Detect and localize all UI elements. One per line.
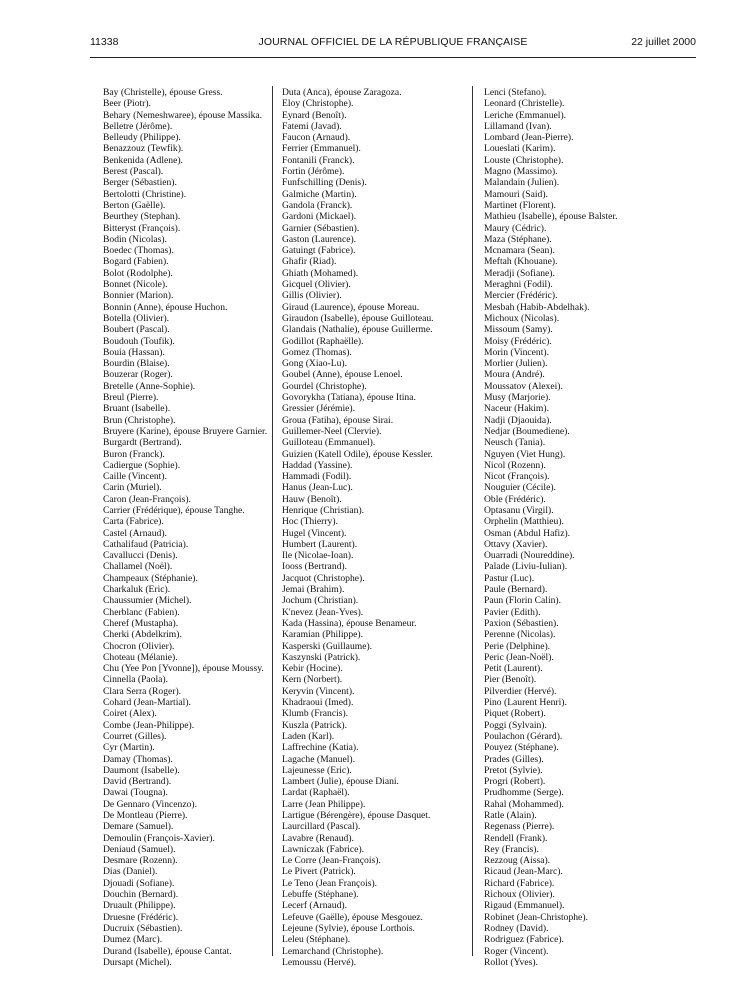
list-item: Nedjar (Boumediene). [484, 425, 570, 437]
list-item: Gaston (Laurence). [282, 233, 357, 245]
list-item: Bertolotti (Christine). [103, 188, 187, 200]
list-item: Kuszla (Patrick). [282, 719, 348, 731]
list-item: Lambert (Julie), épouse Diani. [282, 776, 399, 788]
list-item: Khadraoui (Imed). [282, 697, 354, 709]
list-item: Mercier (Frédéric). [484, 290, 558, 302]
list-item: Lebuffe (Stéphane). [282, 889, 359, 901]
list-item: Giraudon (Isabelle), épouse Guilloteau. [282, 312, 434, 324]
issue-date: 22 juillet 2000 [631, 36, 696, 48]
list-item: Ricaud (Jean-Marc). [484, 866, 563, 878]
list-item: Mesbah (Habib-Abdelhak). [484, 301, 590, 313]
list-item: Goubel (Anne), épouse Lenoel. [282, 369, 403, 381]
list-item: Perie (Delphine). [484, 640, 551, 652]
list-item: Faucon (Arnaud). [282, 132, 351, 144]
list-item: Caron (Jean-François). [103, 493, 191, 505]
list-item: Regenass (Pierre). [484, 821, 555, 833]
list-item: Prades (Gilles). [484, 753, 544, 765]
list-item: Neusch (Tania). [484, 437, 546, 449]
list-item: Charkaluk (Eric). [103, 584, 171, 596]
list-item: Nicol (Rozenn). [484, 459, 546, 471]
list-item: Lemoussu (Hervé). [282, 956, 357, 968]
list-item: Richoux (Olivier). [484, 889, 555, 901]
list-item: Coiret (Alex). [103, 708, 157, 720]
list-item: Pretot (Sylvie). [484, 764, 543, 776]
list-item: Lawniczak (Fabrice). [282, 843, 365, 855]
list-item: Gandola (Franck). [282, 199, 353, 211]
list-item: Eloy (Christophe). [282, 98, 354, 110]
list-item: Rezzoug (Aissa). [484, 855, 551, 867]
list-item: Clara Serra (Roger). [103, 685, 182, 697]
list-item: Iooss (Bertrand). [282, 561, 348, 573]
list-item: Rendell (Frank). [484, 832, 548, 844]
list-item: Paule (Bernard). [484, 584, 548, 596]
list-item: Benkenida (Adlene). [103, 154, 183, 166]
list-item: Burgardt (Bertrand). [103, 437, 182, 449]
list-item: Belleudy (Philippe). [103, 132, 181, 144]
list-item: Maza (Stéphane). [484, 233, 552, 245]
list-item: Durand (Isabelle), épouse Cantat. [103, 945, 232, 957]
list-item: Carrier (Frédérique), épouse Tanghe. [103, 504, 245, 516]
list-item: Bruyere (Karine), épouse Bruyere Garnier. [103, 425, 268, 437]
list-item: Laden (Karl). [282, 730, 335, 742]
list-item: Karamian (Philippe). [282, 629, 363, 641]
list-item: Nouguier (Cécile). [484, 482, 556, 494]
list-item: Lombard (Jean-Pierre). [484, 132, 574, 144]
list-item: Ottavy (Xavier). [484, 538, 548, 550]
list-item: Buron (Franck). [103, 448, 165, 460]
list-item: Hammadi (Fodil). [282, 471, 352, 483]
list-item: Rodney (David). [484, 922, 549, 934]
list-item: Dawai (Tougna). [103, 787, 168, 799]
list-item: Haddad (Yassine). [282, 459, 353, 471]
list-item: Le Teno (Jean François). [282, 877, 378, 889]
list-item: Cherblanc (Fabien). [103, 606, 180, 618]
list-item: Rodriguez (Fabrice). [484, 934, 564, 946]
list-item: Gicquel (Olivier). [282, 279, 351, 291]
list-item: Cheref (Mustapha). [103, 617, 179, 629]
list-item: Desmare (Rozenn). [103, 855, 178, 867]
list-item: Chu (Yee Pon [Yvonne]), épouse Moussy. [103, 663, 264, 675]
list-item: Loueslati (Karim). [484, 143, 556, 155]
list-item: Rey (Francis). [484, 843, 539, 855]
list-item: Cavallucci (Denis). [103, 550, 178, 562]
list-item: Malandain (Julien). [484, 177, 560, 189]
list-item: Jemai (Brahim). [282, 584, 345, 596]
name-column-2 [282, 87, 434, 968]
list-item: Breul (Pierre). [103, 392, 159, 404]
list-item: Cohard (Jean-Martial). [103, 697, 191, 709]
list-item: Osman (Abdul Hafiz). [484, 527, 571, 539]
list-item: Larre (Jean Philippe). [282, 798, 366, 810]
list-item: Berest (Pascal). [103, 166, 164, 178]
list-item: Moisy (Frédéric). [484, 335, 552, 347]
list-item: Laurcillard (Pascal). [282, 821, 361, 833]
list-item: Douchin (Bernard). [103, 889, 179, 901]
list-item: Cherki (Abdelkrim). [103, 629, 182, 641]
list-item: Pouyez (Stéphane). [484, 742, 559, 754]
list-item: Progri (Robert). [484, 776, 546, 788]
list-item: Bruant (Isabelle). [103, 403, 171, 415]
list-item: Ratle (Alain). [484, 810, 537, 821]
list-item: Optasanu (Virgil). [484, 504, 554, 516]
list-item: Meftah (Khouane). [484, 256, 558, 268]
list-item: Bay (Christelle), épouse Gress. [103, 87, 223, 98]
list-item: Bretelle (Anne-Sophie). [103, 380, 196, 392]
list-item: Boedec (Thomas). [103, 245, 174, 257]
list-item: Ghiath (Mohamed). [282, 267, 359, 279]
list-item: Castel (Arnaud). [103, 527, 167, 539]
list-item: Hauw (Benoît). [282, 493, 342, 505]
list-item: Ouarradi (Noureddine). [484, 550, 575, 562]
list-item: Bouia (Hassan). [103, 346, 165, 358]
list-item: Demoulin (François-Xavier). [103, 832, 215, 844]
list-item: Gourdel (Christophe). [282, 380, 367, 392]
list-item: Glandais (Nathalie), épouse Guillerme. [282, 324, 433, 336]
list-item: Magno (Massimo). [484, 166, 558, 178]
list-item: Dias (Daniel). [103, 866, 158, 878]
list-item: Cadiergue (Sophie). [103, 459, 181, 471]
list-item: Behary (Nemeshwaree), épouse Massika. [103, 109, 263, 121]
list-item: Missoum (Samy). [484, 324, 553, 336]
list-item: Henrique (Christian). [282, 504, 365, 516]
list-item: Lardat (Raphaël). [282, 787, 350, 799]
list-item: Leriche (Emmanuel). [484, 109, 567, 121]
list-item: Rahal (Mohammed). [484, 798, 564, 810]
list-item: Combe (Jean-Philippe). [103, 719, 195, 731]
list-item: Demare (Samuel). [103, 821, 174, 833]
list-item: Nadji (Djaouida). [484, 414, 552, 426]
list-item: Gressier (Jérémie). [282, 403, 355, 415]
list-item: Chocron (Olivier). [103, 640, 175, 652]
list-item: Bitteryst (François). [103, 222, 181, 234]
list-item: Lenci (Stefano). [484, 87, 547, 98]
list-item: Djouadi (Sofiane). [103, 877, 175, 889]
list-item: Carta (Fabrice). [103, 516, 164, 528]
list-item: Michoux (Nicolas). [484, 312, 560, 324]
list-item: De Gennaro (Vincenzo). [103, 798, 197, 810]
header-rule [90, 57, 696, 58]
list-item: Lillamand (Ivan). [484, 120, 552, 132]
list-item: Jacquot (Christophe). [282, 572, 365, 584]
list-item: Leonard (Christelle). [484, 98, 565, 110]
list-item: Hanus (Jean-Luc). [282, 482, 353, 494]
list-item: Giraud (Laurence), épouse Moreau. [282, 301, 420, 313]
list-item: Richard (Fabrice). [484, 877, 555, 889]
list-item: Poulachon (Gérard). [484, 730, 563, 742]
column-divider [272, 86, 273, 956]
list-item: Prudhomme (Serge). [484, 787, 564, 799]
list-item: Pavier (Edith). [484, 606, 541, 618]
list-item: Champeaux (Stéphanie). [103, 572, 198, 584]
list-item: Lajeunesse (Eric). [282, 764, 352, 776]
list-item: Lefeuve (Gaëlle), épouse Mesgouez. [282, 911, 423, 923]
list-item: Cathalifaud (Patricia). [103, 538, 189, 550]
list-item: Daumont (Isabelle). [103, 764, 180, 776]
list-item: Garnier (Sébastien). [282, 222, 360, 234]
list-item: Caille (Vincent). [103, 471, 167, 483]
list-item: Rollot (Yves). [484, 956, 538, 968]
list-item: Godillot (Raphaëlle). [282, 335, 364, 347]
list-item: Galmiche (Martin). [282, 188, 357, 200]
list-item: Choteau (Mélanie). [103, 651, 178, 663]
list-item: Funfschilling (Denis). [282, 177, 367, 189]
list-item: Pino (Laurent Henri). [484, 697, 567, 709]
list-item: Dumez (Marc). [103, 934, 163, 946]
list-item: Kern (Norbert). [282, 674, 343, 686]
list-item: Mamouri (Said). [484, 188, 548, 200]
list-item: Leleu (Stéphane). [282, 934, 351, 946]
list-item: Bonnier (Marion). [103, 290, 174, 302]
list-item: Beurthey (Stephan). [103, 211, 181, 223]
list-item: Druault (Philippe). [103, 900, 176, 912]
list-item: Benazzouz (Tewfik). [103, 143, 184, 155]
list-item: Courret (Gilles). [103, 730, 167, 742]
list-item: Pilverdier (Hervé). [484, 685, 557, 697]
list-item: Bonnet (Nicole). [103, 279, 168, 291]
list-item: Gardoni (Mickael). [282, 211, 357, 223]
list-item: Kebir (Hocine). [282, 663, 343, 675]
list-item: Berger (Sébastien). [103, 177, 177, 189]
list-item: Meraghni (Fodil). [484, 279, 553, 291]
list-item: Boubert (Pascal). [103, 324, 170, 336]
list-item: Morin (Vincent). [484, 346, 549, 358]
list-item: Pastur (Luc). [484, 572, 535, 584]
list-item: Gong (Xiao-Lu). [282, 358, 348, 370]
list-item: Cinnella (Paola). [103, 674, 169, 686]
list-item: Fontanili (Franck). [282, 154, 355, 166]
list-item: Paxion (Sébastien). [484, 617, 559, 629]
list-item: Le Pivert (Patrick). [282, 866, 356, 878]
list-item: Botella (Olivier). [103, 312, 170, 324]
list-item: Kasperski (Guillaume). [282, 640, 373, 652]
list-item: Lecerf (Arnaud). [282, 900, 347, 912]
list-item: K'nevez (Jean-Yves). [282, 606, 364, 618]
column-divider [472, 86, 473, 956]
list-item: Meradji (Sofiane). [484, 267, 555, 279]
list-item: Lagache (Manuel). [282, 753, 355, 765]
list-item: Carin (Muriel). [103, 482, 162, 494]
list-item: Paun (Florin Calin). [484, 595, 562, 607]
list-item: Ghafir (Riad). [282, 256, 337, 268]
list-item: Mathieu (Isabelle), épouse Balster. [484, 211, 618, 223]
list-item: Dursapt (Michel). [103, 956, 172, 968]
list-item: Druesne (Frédéric). [103, 911, 179, 923]
list-item: Gillis (Olivier). [282, 290, 342, 302]
list-item: Lejeune (Sylvie), épouse Lorthois. [282, 922, 415, 934]
list-item: Robinet (Jean-Christophe). [484, 911, 588, 923]
list-item: Hugel (Vincent). [282, 527, 347, 539]
list-item: Roger (Vincent). [484, 945, 549, 957]
list-item: Gomez (Thomas). [282, 346, 352, 358]
list-item: Rigaud (Emmanuel). [484, 900, 565, 912]
list-item: Guizien (Katell Odile), épouse Kessler. [282, 448, 433, 460]
list-item: Martinet (Florent). [484, 199, 556, 211]
list-item: Groua (Fatiha), épouse Sirai. [282, 414, 394, 426]
list-item: Morlier (Julien). [484, 358, 548, 370]
name-column-3 [484, 87, 617, 968]
list-item: Mcnamara (Sean). [484, 245, 555, 257]
list-item: Damay (Thomas). [103, 753, 173, 765]
list-item: Brun (Christophe). [103, 414, 176, 426]
list-item: Laffrechine (Katia). [282, 742, 359, 754]
list-item: Berton (Gaëlle). [103, 199, 166, 211]
list-item: Eynard (Benoît). [282, 109, 347, 121]
list-item: Orphelin (Matthieu). [484, 516, 564, 528]
list-item: Ducruix (Sébastien). [103, 922, 183, 934]
list-item: Le Corre (Jean-François). [282, 855, 381, 867]
list-item: Guillemer-Neel (Clervie). [282, 425, 382, 437]
list-item: Bodin (Nicolas). [103, 233, 167, 245]
list-item: Moura (André). [484, 369, 545, 381]
list-item: Lartigue (Bérengère), épouse Dasquet. [282, 810, 431, 821]
list-item: Bonnin (Anne), épouse Huchon. [103, 301, 228, 313]
list-item: Perenne (Nicolas). [484, 629, 556, 641]
list-item: Lavabre (Renaud). [282, 832, 354, 844]
list-item: Palade (Liviu-Iulian). [484, 561, 568, 573]
list-item: Kada (Hassina), épouse Benameur. [282, 617, 417, 629]
list-item: David (Bertrand). [103, 776, 172, 788]
list-item: Bogard (Fabien). [103, 256, 169, 268]
list-item: Nicot (François). [484, 471, 550, 483]
journal-title: JOURNAL OFFICIEL DE LA RÉPUBLIQUE FRANÇAISE [258, 36, 528, 48]
list-item: Keryvin (Vincent). [282, 685, 355, 697]
list-item: Bourdin (Blaise). [103, 358, 170, 370]
list-item: Pier (Benoît). [484, 674, 537, 686]
list-item: Jochum (Christian). [282, 595, 359, 607]
list-item: Fatemi (Javad). [282, 120, 342, 132]
list-item: Lemarchand (Christophe). [282, 945, 384, 957]
list-item: Belletre (Jérôme). [103, 120, 173, 132]
page-number: 11338 [90, 36, 119, 48]
list-item: Boudouh (Toufik). [103, 335, 175, 347]
list-item: Moussatov (Alexei). [484, 380, 563, 392]
list-item: Duta (Anca), épouse Zaragoza. [282, 87, 402, 98]
list-item: Oble (Frédéric). [484, 493, 546, 505]
list-item: Poggi (Sylvain). [484, 719, 547, 731]
list-item: Deniaud (Samuel). [103, 843, 176, 855]
name-column-1 [103, 87, 267, 968]
list-item: Nguyen (Viet Hung). [484, 448, 566, 460]
list-item: Guilloteau (Emmanuel). [282, 437, 376, 449]
list-item: Hoc (Thierry). [282, 516, 338, 528]
list-item: Fortin (Jérôme). [282, 166, 345, 178]
list-item: Ile (Nicolae-Ioan). [282, 550, 354, 562]
list-item: Ferrier (Emmanuel). [282, 143, 361, 155]
list-item: Maury (Cédric). [484, 222, 547, 234]
page-header [90, 36, 696, 52]
list-item: Bolot (Rodolphe). [103, 267, 173, 279]
list-item: Louste (Christophe). [484, 154, 564, 166]
list-item: Kaszynski (Patrick). [282, 651, 361, 663]
list-item: Petit (Laurent). [484, 663, 543, 675]
list-item: De Montleau (Pierre). [103, 810, 188, 821]
list-item: Piquet (Robert). [484, 708, 546, 720]
list-item: Humbert (Laurent). [282, 538, 358, 550]
list-item: Naceur (Hakim). [484, 403, 549, 415]
list-item: Cyr (Martin). [103, 742, 155, 754]
list-item: Gatuingt (Fabrice). [282, 245, 356, 257]
list-item: Musy (Marjorie). [484, 392, 551, 404]
list-item: Klumb (Francis). [282, 708, 349, 720]
list-item: Beer (Piotr). [103, 98, 151, 110]
list-item: Peric (Jean-Noël). [484, 651, 554, 663]
list-item: Govorykha (Tatiana), épouse Itina. [282, 392, 416, 404]
list-item: Challamel (Noël). [103, 561, 173, 573]
list-item: Chaussumier (Michel). [103, 595, 192, 607]
list-item: Bouzerar (Roger). [103, 369, 173, 381]
